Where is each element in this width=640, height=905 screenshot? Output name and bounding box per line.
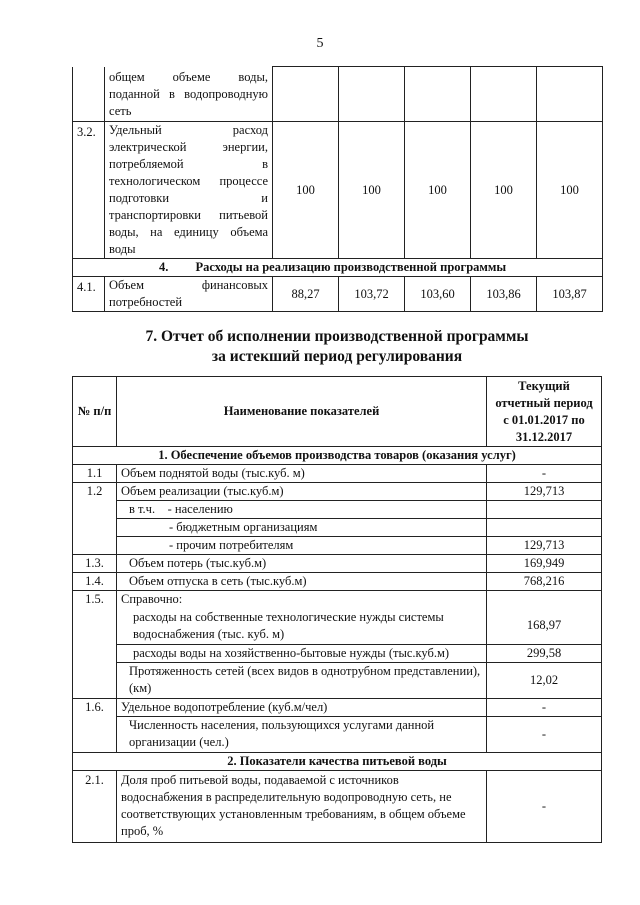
- value-cell: -: [487, 716, 602, 752]
- value-cell: 100: [537, 122, 603, 259]
- table-row: [73, 501, 602, 519]
- header-row: [73, 377, 602, 447]
- row-name: Объем потерь (тыс.куб.м): [117, 555, 487, 573]
- table-row: [73, 644, 602, 662]
- row-number: 1.1: [73, 465, 117, 483]
- value-cell: 768,216: [487, 573, 602, 591]
- table-row: [73, 573, 602, 591]
- table-row: [73, 716, 602, 752]
- value-cell: 103,72: [339, 277, 405, 312]
- value-cell: -: [487, 770, 602, 842]
- row-name: Протяженность сетей (всех видов в однотрубном представлении), (км): [117, 662, 487, 698]
- row-number: 1.6.: [73, 698, 117, 716]
- section-title: 1. Обеспечение объемов производства товаров (оказания услуг): [73, 447, 602, 465]
- row-name: Доля проб питьевой воды, подаваемой с источников водоснабжения в распределительную водопроводную сеть, не соответствующих установленным требованиям, в общем объеме проб, %: [117, 770, 487, 842]
- value-cell: -: [487, 698, 602, 716]
- value-cell: 168,97: [487, 608, 602, 644]
- row-name: Справочно:: [117, 591, 487, 609]
- table-row: [73, 465, 602, 483]
- row-number: 1.2: [73, 483, 117, 501]
- value-cell: 12,02: [487, 662, 602, 698]
- value-cell: -: [487, 465, 602, 483]
- row-name: - прочим потребителям: [117, 537, 487, 555]
- row-name: в т.ч. - населению: [117, 501, 487, 519]
- header-period: Текущий отчетный период с 01.01.2017 по 31.12.2017: [487, 377, 602, 447]
- header-num: № п/п: [73, 377, 117, 447]
- value-cell: 100: [471, 122, 537, 259]
- row-name: Удельный расход электрической энергии, потребляемой в технологическом процессе подготовки и транспортировки питьевой воды, на единицу объема воды: [105, 122, 273, 259]
- row-name: Объем реализации (тыс.куб.м): [117, 483, 487, 501]
- row-name: расходы воды на хозяйственно-бытовые нужды (тыс.куб.м): [117, 644, 487, 662]
- table-row: [73, 608, 602, 644]
- value-cell: 129,713: [487, 537, 602, 555]
- row-name: общем объеме воды, поданной в водопроводную сеть: [105, 67, 273, 122]
- value-cell: 103,60: [405, 277, 471, 312]
- value-cell: 299,58: [487, 644, 602, 662]
- row-name: - бюджетным организациям: [117, 519, 487, 537]
- table-row: [73, 555, 602, 573]
- table-row: [73, 122, 603, 259]
- value-cell: 169,949: [487, 555, 602, 573]
- value-cell: 129,713: [487, 483, 602, 501]
- row-number: 1.4.: [73, 573, 117, 591]
- report-table: [72, 376, 602, 843]
- section-text: Расходы на реализацию производственной программы: [195, 260, 507, 274]
- section-title: [73, 259, 603, 277]
- table-row: [73, 770, 602, 842]
- section-row: [73, 447, 602, 465]
- row-name: Объем отпуска в сеть (тыс.куб.м): [117, 573, 487, 591]
- section-row: [73, 259, 603, 277]
- row-number: 1.5.: [73, 591, 117, 609]
- program-indicators-table: [72, 66, 603, 312]
- row-number: 4.1.: [73, 277, 105, 312]
- table-row: [73, 698, 602, 716]
- row-number: 3.2.: [73, 122, 105, 259]
- row-name: расходы на собственные технологические нужды системы водоснабжения (тыс. куб. м): [117, 608, 487, 644]
- value-cell: [487, 501, 602, 519]
- section-row: [73, 752, 602, 770]
- section-7-title-line2: за истекший период регулирования: [211, 348, 463, 365]
- table-row: [73, 591, 602, 609]
- row-name: Объем финансовых потребностей: [105, 277, 273, 312]
- table-row: [73, 67, 603, 122]
- row-number: 2.1.: [73, 770, 117, 842]
- section-title: 2. Показатели качества питьевой воды: [73, 752, 602, 770]
- value-cell: 88,27: [273, 277, 339, 312]
- header-name: Наименование показателей: [117, 377, 487, 447]
- row-name: Удельное водопотребление (куб.м/чел): [117, 698, 487, 716]
- table-row: [73, 277, 603, 312]
- section-7-title-line1: 7. Отчет об исполнении производственной программы: [145, 328, 529, 345]
- value-cell: 100: [273, 122, 339, 259]
- table-row: [73, 483, 602, 501]
- table-row: [73, 519, 602, 537]
- value-cell: 100: [339, 122, 405, 259]
- table-row: [73, 537, 602, 555]
- value-cell: [487, 519, 602, 537]
- value-cell: 103,86: [471, 277, 537, 312]
- row-name: Численность населения, пользующихся услугами данной организации (чел.): [117, 716, 487, 752]
- section-number: 4.: [159, 260, 169, 274]
- value-cell: 100: [405, 122, 471, 259]
- row-name: Объем поднятой воды (тыс.куб. м): [117, 465, 487, 483]
- value-cell: [487, 591, 602, 609]
- row-number: 1.3.: [73, 555, 117, 573]
- section-7-title: [72, 327, 602, 367]
- page-number: 5: [316, 36, 324, 51]
- value-cell: 103,87: [537, 277, 603, 312]
- table-row: [73, 662, 602, 698]
